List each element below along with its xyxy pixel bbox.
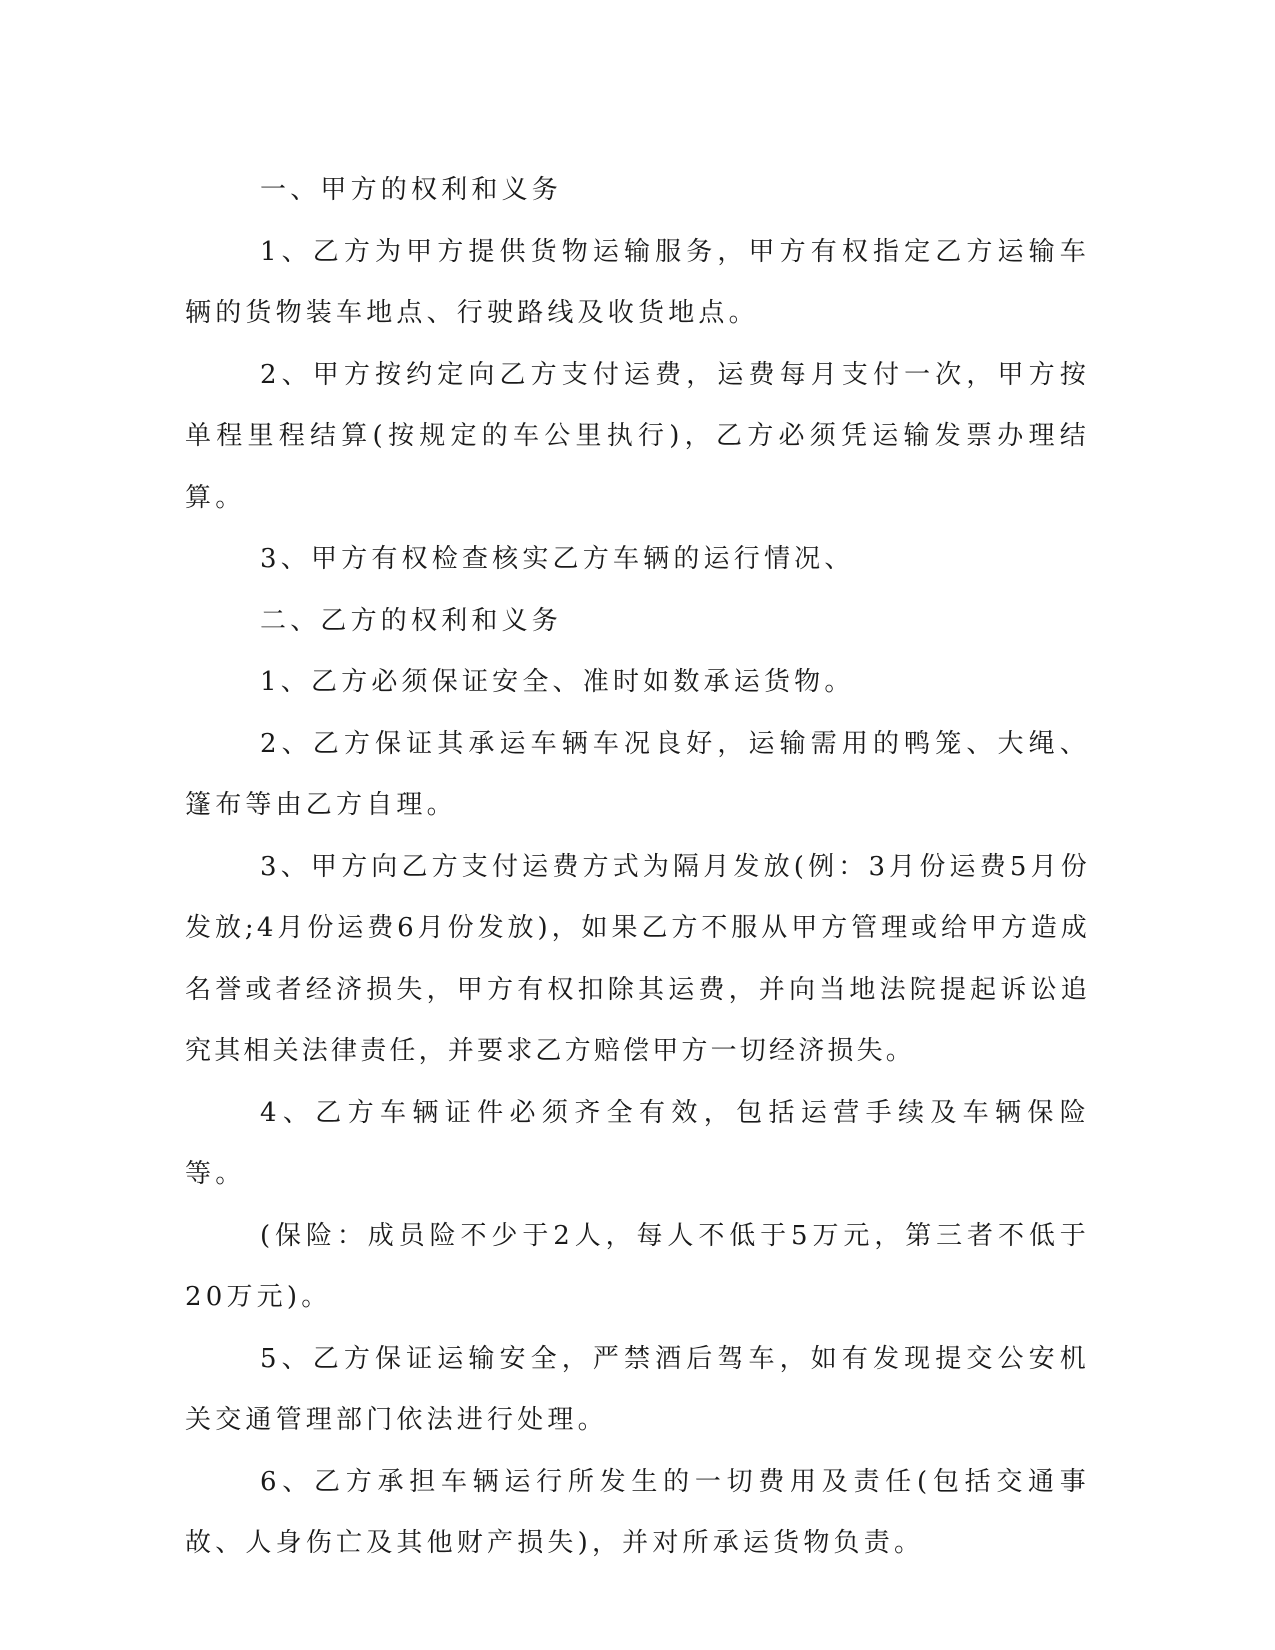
clause-b-2: 2、乙方保证其承运车辆车况良好，运输需用的鸭笼、大绳、篷布等由乙方自理。 xyxy=(185,728,1090,820)
clause-b-6: 6、乙方承担车辆运行所发生的一切费用及责任(包括交通事故、人身伤亡及其他财产损失)，并对所承运货物负责。 xyxy=(185,1466,1090,1558)
clause-b-1: 1、乙方必须保证安全、准时如数承运货物。 xyxy=(260,667,855,697)
clause-b-4: 4、乙方车辆证件必须齐全有效，包括运营手续及车辆保险等。 xyxy=(185,1097,1090,1189)
insurance-note: (保险：成员险不少于2人，每人不低于5万元，第三者不低于20万元)。 xyxy=(185,1220,1090,1312)
clause-b-5: 5、乙方保证运输安全，严禁酒后驾车，如有发现提交公安机关交通管理部门依法进行处理。 xyxy=(185,1343,1090,1435)
document-body xyxy=(185,160,1090,1575)
section-heading-party-a: 一、甲方的权利和义务 xyxy=(260,175,563,205)
section-heading-party-b: 二、乙方的权利和义务 xyxy=(260,605,563,636)
clause-a-2: 2、甲方按约定向乙方支付运费，运费每月支付一次，甲方按单程里程结算(按规定的车公里执行)，乙方必须凭运输发票办理结算。 xyxy=(185,359,1090,513)
clause-a-1: 1、乙方为甲方提供货物运输服务，甲方有权指定乙方运输车辆的货物装车地点、行驶路线及收货地点。 xyxy=(185,236,1090,328)
clause-a-3: 3、甲方有权检查核实乙方车辆的运行情况、 xyxy=(260,544,855,574)
clause-b-3: 3、甲方向乙方支付运费方式为隔月发放(例：3月份运费5月份发放;4月份运费6月份发放)，如果乙方不服从甲方管理或给甲方造成名誉或者经济损失，甲方有权扣除其运费，并向当地法院提起诉讼追究其相关法律责任，并要求乙方赔偿甲方一切经济损失。 xyxy=(185,851,1090,1066)
